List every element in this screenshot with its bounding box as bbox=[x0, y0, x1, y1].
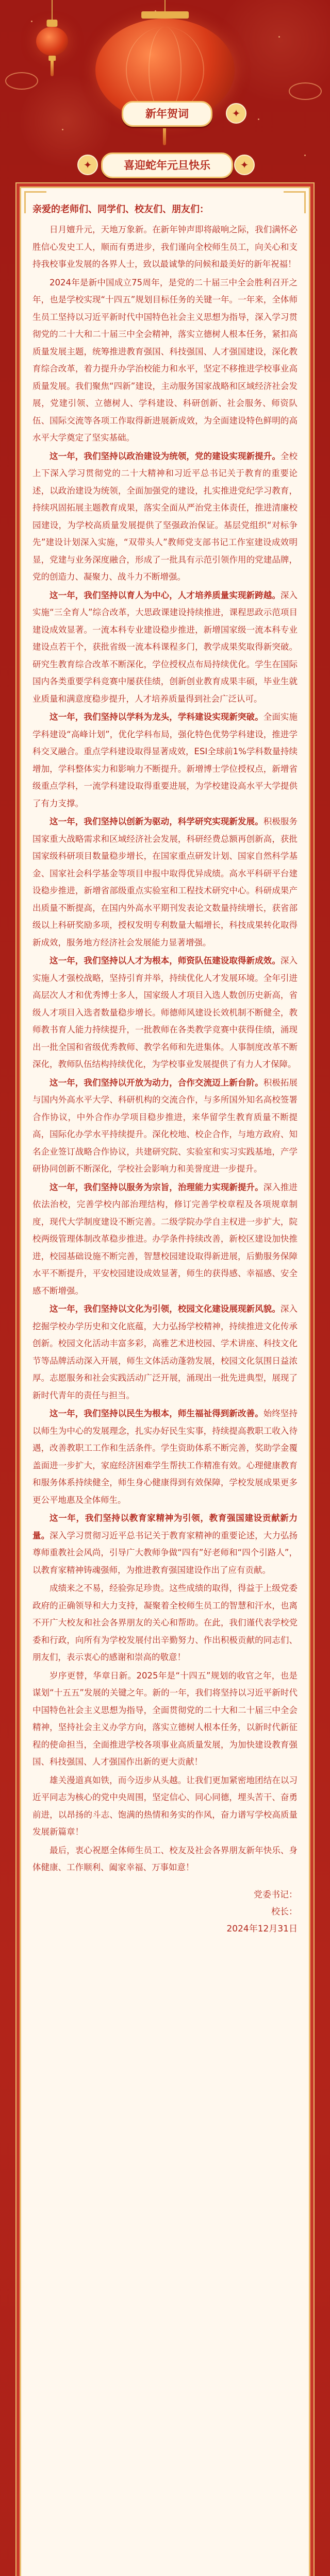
paragraph-text: 全校上下深入学习贯彻党的二十大精神和习近平总书记关于教育的重要论述，以政治建设为统领，全面加强党的建设，扎实推进党纪学习教育，持续巩固拓展主题教育成果，落实全面从严治党主体责任，推进清廉校园建设，为学校高质量发展提供了坚强政治保证。基层党组织“对标争先”建设计划深入实施，“双带头人”教师党支部书记工作室建设成效明显，党建与业务深度融合，形成了一批具有示范引领作用的党建品牌，党的创造力、凝聚力、战斗力不断增强。 bbox=[32, 451, 298, 582]
sparkle bbox=[278, 36, 280, 38]
paragraph-lead: 这一年，我们坚持以人才为根本，师资队伍建设取得新成效。 bbox=[50, 956, 280, 965]
paragraph-lead: 这一年，我们坚持以政治建设为统领，党的建设实现新提升。 bbox=[50, 451, 280, 461]
snake-year-greeting-button[interactable] bbox=[101, 152, 233, 178]
paragraph-lead: 这一年，我们坚持以民生为根本，师生福祉得到新改善。 bbox=[50, 1409, 263, 1418]
paragraph-text: 积极拓展与国内外高水平大学、科研机构的交流合作，与多所国外知名高校签署合作协议，中外合作办学项目稳步推进，来华留学生教育质量不断提高，国际化办学水平持续提升。深化校地、校企合作，与地方政府、知名企业签订战略合作协议，共建研究院、实验室和实习实践基地，产学研协同创新不断深化，学校社会影响力和美誉度进一步提升。 bbox=[32, 1077, 298, 1174]
cloud-ornament bbox=[5, 72, 38, 90]
paragraph-text: 深入实施人才强校战略，坚持引育并举，持续优化人才发展环境。全年引进高层次人才和优秀博士多人，国家级人才项目入选人数创历史新高，省级人才项目入选者数量稳步增长。师德师风建设长效机制不断健全，教师教书育人能力持续提升，一批教师在各类教学竞赛中获得佳绩，涌现出一批全国和省级优秀教师、教学名师和先进集体。人事制度改革不断深化，教师队伍结构持续优化，为学校事业发展提供了有力人才保障。 bbox=[32, 956, 298, 1069]
snake-year-greeting-label: 喜迎蛇年元旦快乐 bbox=[124, 159, 210, 172]
paragraph-lead: 这一年，我们坚持以文化为引领，校园文化建设展现新风貌。 bbox=[50, 1304, 280, 1314]
star-badge-icon: ✦ bbox=[234, 155, 255, 175]
lantern-rib bbox=[148, 27, 182, 113]
letter-paragraph bbox=[32, 1179, 298, 1300]
letter-paragraph bbox=[32, 448, 298, 586]
letter-card bbox=[20, 187, 310, 2576]
sparkle bbox=[258, 118, 259, 120]
small-lantern bbox=[36, 27, 68, 56]
new-year-greeting-label: 新年贺词 bbox=[145, 108, 189, 120]
letter-paragraph bbox=[32, 1510, 298, 1579]
paragraph-lead: 这一年，我们坚持以育人为中心，人才培养质量实现新跨越。 bbox=[50, 590, 280, 600]
paragraph-text: 最后，衷心祝愿全体师生员工、校友及社会各界朋友新年快乐、身体健康、工作顺利、阖家幸福、万事如意！ bbox=[32, 1845, 298, 1872]
cloud-ornament bbox=[289, 82, 322, 100]
letter-paragraph bbox=[32, 952, 298, 1073]
letter-paragraph bbox=[32, 813, 298, 951]
letter-paragraph bbox=[32, 587, 298, 708]
lantern-tassel bbox=[163, 127, 166, 145]
paragraph-text: 全面实施学科建设“高峰计划”，优化学科布局，强化特色优势学科建设，推进学科交叉融合。重点学科建设取得显著成效，ESI全球前1%学科数量持续增加，学科整体实力和影响力不断提升。新增博士学位授权点，新增省级重点学科，一流学科建设取得重要进展，为学校建设高水平大学提供了有力支撑。 bbox=[32, 712, 298, 808]
letter-paragraphs bbox=[32, 221, 298, 1876]
paragraph-text: 雄关漫道真如铁，而今迈步从头越。让我们更加紧密地团结在以习近平同志为核心的党中央周围，坚定信心、同心同德，埋头苦干、奋勇前进，以昂扬的斗志、饱满的热情和务实的作风，奋力谱写学校高质量发展新篇章！ bbox=[32, 1775, 298, 1837]
letter-paragraph bbox=[32, 1842, 298, 1876]
letter-paragraph bbox=[32, 1300, 298, 1404]
paragraph-lead: 这一年，我们坚持以服务为宗旨，治理能力实现新提升。 bbox=[50, 1182, 263, 1192]
signature-date: 2024年12月31日 bbox=[226, 1923, 298, 1934]
paragraph-text: 深入推进依法治校，完善学校内部治理结构，修订完善学校章程及各项规章制度，现代大学制度建设不断完善。二级学院办学自主权进一步扩大，院校两级管理体制改革稳步推进。办学条件持续改善，新校区建设加快推进，校园基础设施不断完善，智慧校园建设取得新进展，后勤服务保障水平不断提升，平安校园建设成效显著，师生的获得感、幸福感、安全感不断增强。 bbox=[32, 1182, 298, 1296]
letter-paragraph bbox=[32, 221, 298, 273]
paragraph-text: 岁序更替，华章日新。2025年是“十四五”规划的收官之年，也是谋划“十五五”发展的关键之年。新的一年，我们将坚持以习近平新时代中国特色社会主义思想为指导，全面贯彻党的二十大和二十届三中全会精神，坚持社会主义办学方向，落实立德树人根本任务，以新时代新征程的使命担当，全面推进学校各项事业高质量发展，为加快建设教育强国、科技强国、人才强国作出新的更大贡献！ bbox=[32, 1670, 298, 1767]
letter-paragraph bbox=[32, 708, 298, 812]
letter-greeting: 亲爱的老师们、同学们、校友们、朋友们： bbox=[32, 204, 209, 215]
signature-line: 党委书记： bbox=[254, 1889, 298, 1900]
paragraph-text: 积极服务国家重大战略需求和区域经济社会发展，科研经费总额再创新高，获批国家级科研项目数量稳步增长，在国家重点研发计划、国家自然科学基金、国家社会科学基金等项目申报中取得优异成绩。高水平科研平台建设稳步推进，新增省部级重点实验室和工程技术研究中心。科研成果产出质量不断提高，在国内外高水平期刊发表论文数量持续增长，获省部级以上科研奖励多项，授权发明专利数量大幅增长，科技成果转化取得新成效，服务地方经济社会发展能力显著增强。 bbox=[32, 817, 298, 947]
paragraph-text: 深入挖掘学校办学历史和文化底蕴，大力弘扬学校精神，持续推进文化传承创新。校园文化活动丰富多彩，高雅艺术进校园、学术讲座、科技文化节等品牌活动深入开展，师生文体活动蓬勃发展，校园文化氛围日益浓厚。志愿服务和社会实践活动广泛开展，涌现出一批先进典型，展现了新时代青年的责任与担当。 bbox=[32, 1304, 298, 1400]
paragraph-text: 深入实施“三全育人”综合改革，大思政课建设持续推进，课程思政示范项目建设成效显著。一流本科专业建设稳步推进，新增国家级一流本科专业建设点若干个，获批省级一流本科课程多门，教学成果奖取得新突破。研究生教育综合改革不断深化，学位授权点布局持续优化。学生在国际国内各类重要学科竞赛中屡获佳绩，创新创业教育成果丰硕，毕业生就业质量和满意度稳步提升，人才培养质量得到社会广泛认可。 bbox=[32, 590, 298, 704]
lantern-tassel bbox=[51, 61, 54, 76]
letter-signature bbox=[32, 1887, 298, 1938]
letter-paragraph bbox=[32, 1667, 298, 1771]
paragraph-text: 2024年是新中国成立75周年，是党的二十届三中全会胜利召开之年，也是学校实现“十四五”规划目标任务的关键一年。一年来，全体师生员工坚持以习近平新时代中国特色社会主义思想为指导，深入学习贯彻党的二十大和二十届三中全会精神，落实立德树人根本任务，紧扣高质量发展主题，统筹推进教育强国、科技强国、人才强国建设，深化教育综合改革，着力提升办学治校能力和水平，坚定不移推进学校事业高质量发展。我们聚焦“四新”建设，主动服务国家战略和区域经济社会发展，党建引领、立德树人、学科建设、科研创新、社会服务、师资队伍、国际交流等各项工作取得新进展新成效，为全面建设特色鲜明的高水平大学奠定了坚实基础。 bbox=[32, 277, 298, 443]
star-badge-icon: ✦ bbox=[226, 103, 246, 124]
signature-line: 校长： bbox=[271, 1906, 298, 1917]
sparkle bbox=[304, 155, 306, 156]
paragraph-text: 深入学习贯彻习近平总书记关于教育家精神的重要论述，大力弘扬尊师重教社会风尚，引导广大教师争做“四有”好老师和“四个引路人”，以教育家精神铸魂强师，为推进教育强国建设作出了应有贡献。 bbox=[32, 1530, 298, 1575]
letter-paragraph bbox=[32, 1405, 298, 1509]
paragraph-lead: 这一年，我们坚持以学科为龙头，学科建设实现新突破。 bbox=[50, 712, 263, 722]
sparkle bbox=[62, 129, 63, 130]
paragraph-text: 日月嬗升元，天地万象新。在新年钟声即将敲响之际，我们满怀必胜信心发史工人，顺而有勇进步，我们谨向全校师生员工，向关心和支持我校事业发展的各界人士，致以最诚挚的问候和最美好的新年祝福！ bbox=[32, 225, 298, 269]
sparkle bbox=[31, 21, 32, 22]
letter-paragraph bbox=[32, 1772, 298, 1841]
new-year-greeting-button[interactable] bbox=[122, 101, 212, 127]
letter-body bbox=[32, 201, 298, 2576]
paragraph-text: 始终坚持以师生为中心的发展理念，扎实办好民生实事，持续提高教职工收入待遇，改善教职工工作和生活条件。学生资助体系不断完善，奖助学金覆盖面进一步扩大，家庭经济困难学生帮扶工作精准有效。心理健康教育和服务体系持续健全，师生身心健康得到有效保障，学校发展成果更多更公平地惠及全体师生。 bbox=[32, 1409, 298, 1505]
paragraph-lead: 这一年，我们坚持以开放为动力，合作交流迈上新台阶。 bbox=[50, 1077, 263, 1088]
paragraph-lead: 这一年，我们坚持以创新为驱动，科学研究实现新发展。 bbox=[50, 817, 263, 826]
paragraph-lead: 这一年，我们坚持以教育家精神为引领，教育强国建设贡献新力量。 bbox=[32, 1513, 298, 1540]
letter-paragraph bbox=[32, 1580, 298, 1666]
star-badge-icon: ✦ bbox=[77, 155, 98, 175]
letter-paragraph bbox=[32, 274, 298, 447]
letter-paragraph bbox=[32, 1074, 298, 1178]
paragraph-text: 成绩来之不易，经验弥足珍贵。这些成绩的取得，得益于上级党委政府的正确领导和大力支持，凝聚着全校师生员工的智慧和汗水，也离不开广大校友和社会各界朋友的关心和帮助。在此，我们谨代表学校党委和行政，向所有为学校发展付出辛勤努力、作出积极贡献的同志们、朋友们，表示衷心的感谢和崇高的敬意！ bbox=[32, 1583, 298, 1662]
